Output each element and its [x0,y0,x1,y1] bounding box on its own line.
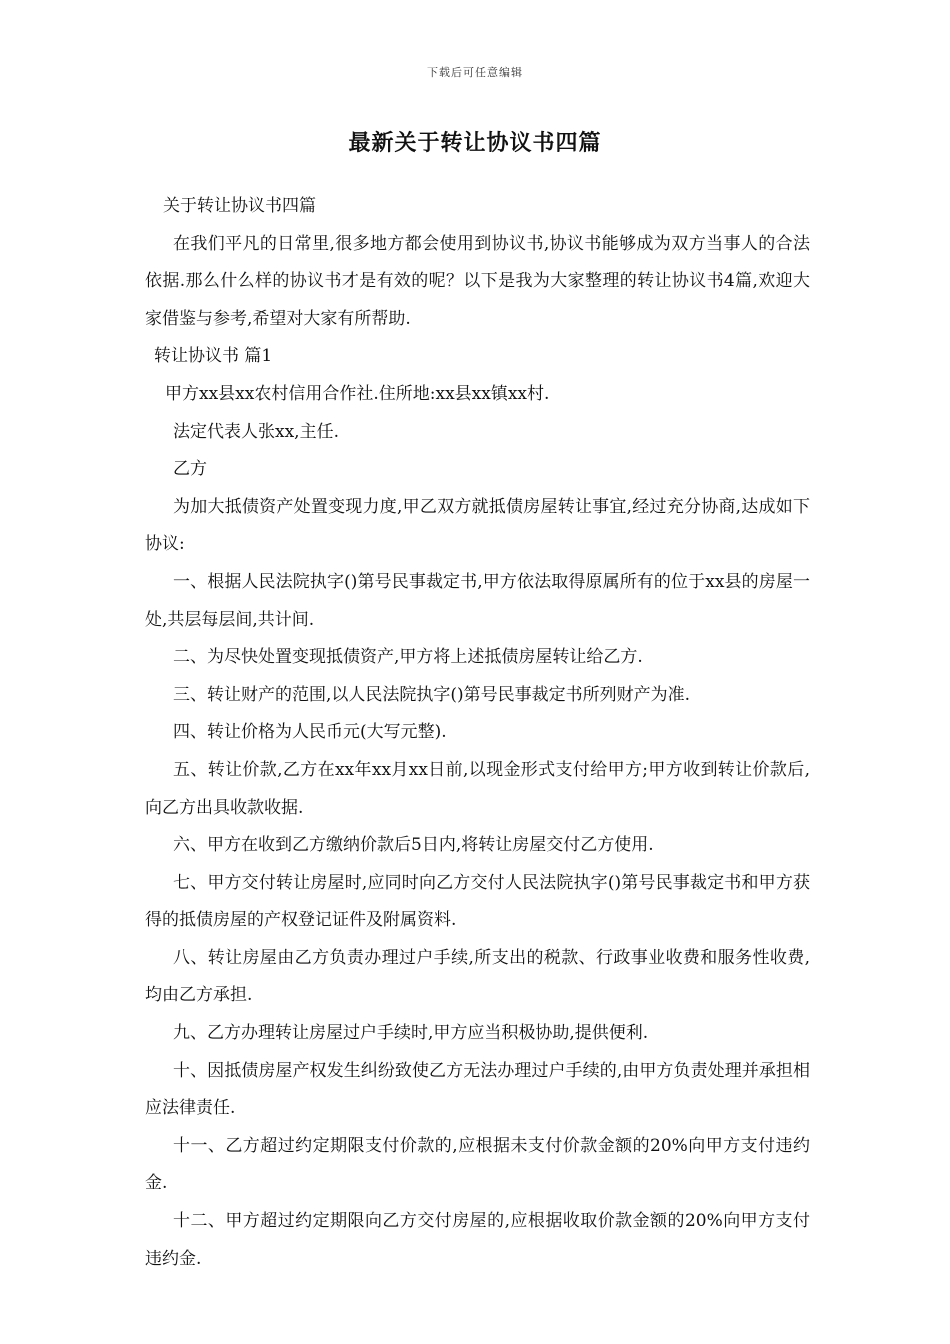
document-title: 最新关于转让协议书四篇 [348,130,602,156]
intro-paragraph: 在我们平凡的日常里,很多地方都会使用到协议书,协议书能够成为双方当事人的合法依据.那么什么样的协议书才是有效的呢？以下是我为大家整理的转让协议书4篇,欢迎大家借鉴与参考,希望对大家有所帮助. [145,233,810,329]
clause-7: 七、甲方交付转让房屋时,应同时向乙方交付人民法院执字()第号民事裁定书和甲方获得的抵债房屋的产权登记证件及附属资料. [145,872,810,931]
header-note: 下载后可任意编辑 [427,66,523,79]
clause-3: 三、转让财产的范围,以人民法院执字()第号民事裁定书所列财产为准. [173,684,691,705]
clause-2: 二、为尽快处置变现抵债资产,甲方将上述抵债房屋转让给乙方. [173,647,643,668]
clause-1: 一、根据人民法院执字()第号民事裁定书,甲方依法取得原属所有的位于xx县的房屋一处,共层每层间,共计间. [145,571,810,630]
clause-8: 八、转让房屋由乙方负责办理过户手续,所支出的税款、行政事业收费和服务性收费,均由乙方承担. [145,947,810,1006]
clause-6: 六、甲方在收到乙方缴纳价款后5日内,将转让房屋交付乙方使用. [173,835,654,856]
party-b-line: 乙方 [173,459,207,480]
party-a-line: 甲方xx县xx农村信用合作社.住所地:xx县xx镇xx村. [165,383,550,404]
clause-10: 十、因抵债房屋产权发生纠纷致使乙方无法办理过户手续的,由甲方负责处理并承担相应法律责任. [145,1060,810,1119]
clause-9: 九、乙方办理转让房屋过户手续时,甲方应当积极协助,提供便利. [173,1023,649,1044]
clause-4: 四、转让价格为人民币元(大写元整). [173,722,447,743]
section-heading: 转让协议书 篇1 [154,346,273,367]
preamble-paragraph: 为加大抵债资产处置变现力度,甲乙双方就抵债房屋转让事宜,经过充分协商,达成如下协议: [145,496,810,555]
document-subtitle: 关于转让协议书四篇 [163,196,316,216]
clause-12: 十二、甲方超过约定期限向乙方交付房屋的,应根据收取价款金额的20%向甲方支付违约金. [145,1211,810,1269]
clause-11: 十一、乙方超过约定期限支付价款的,应根据未支付价款金额的20%向甲方支付违约金. [145,1135,810,1194]
document-body [145,188,810,1278]
clause-5: 五、转让价款,乙方在xx年xx月xx日前,以现金形式支付给甲方;甲方收到转让价款后,向乙方出具收款收据. [145,759,810,818]
legal-representative-line: 法定代表人张xx,主任. [173,421,339,442]
